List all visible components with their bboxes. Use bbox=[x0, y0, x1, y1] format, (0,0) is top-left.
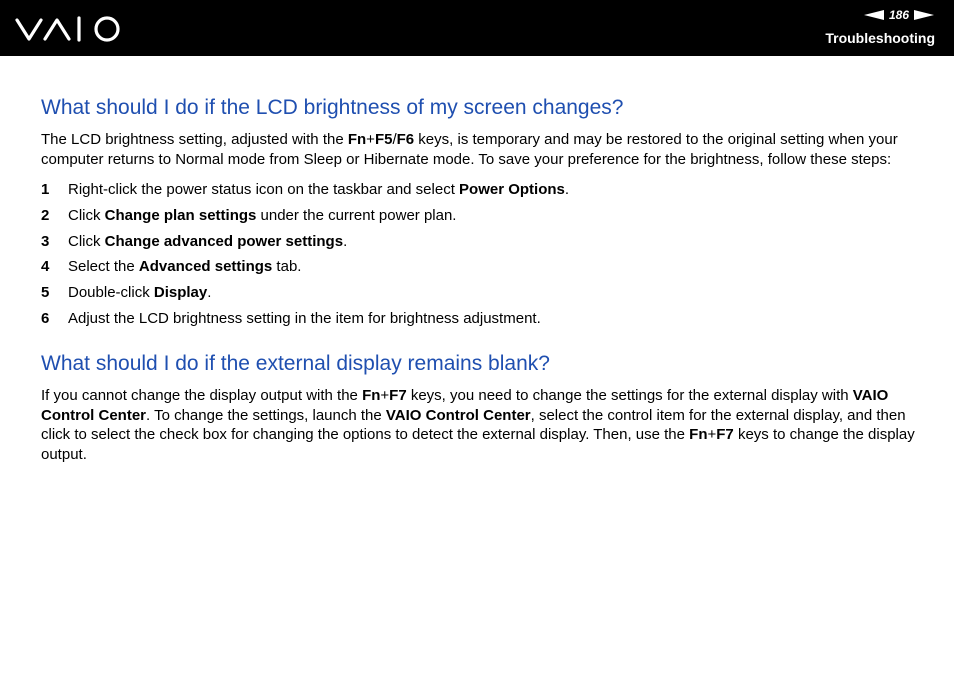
text-run: Adjust the LCD brightness setting in the item for brightness adjustment. bbox=[68, 309, 541, 327]
step-number: 2 bbox=[41, 206, 50, 224]
text-run: + bbox=[380, 387, 390, 405]
key-f7: F7 bbox=[716, 426, 734, 444]
ui-term: Change plan settings bbox=[104, 206, 257, 224]
text-run: Double-click bbox=[68, 284, 154, 302]
step-text bbox=[68, 283, 211, 303]
heading-external-display: What should I do if the external display remains blank? bbox=[41, 352, 550, 376]
triangle-left-icon[interactable] bbox=[864, 10, 884, 20]
page-content bbox=[41, 94, 921, 475]
steps-list bbox=[41, 180, 921, 328]
step-number: 3 bbox=[41, 232, 50, 250]
step-number: 4 bbox=[41, 258, 50, 276]
ui-term: VAIO Control Center bbox=[41, 387, 889, 424]
step-text bbox=[68, 232, 347, 252]
text-run: tab. bbox=[272, 258, 302, 276]
text-run: . To change the settings, launch the bbox=[146, 406, 386, 424]
text-run: . bbox=[343, 232, 348, 250]
page-number: 186 bbox=[888, 8, 909, 22]
text-run: Right-click the power status icon on the taskbar and select bbox=[68, 181, 460, 198]
key-f5: F5 bbox=[374, 131, 393, 148]
key-f7: F7 bbox=[389, 387, 407, 405]
text-run: . bbox=[564, 181, 570, 198]
step-item bbox=[41, 180, 921, 200]
text-run: keys to change the display output. bbox=[41, 426, 915, 463]
step-text bbox=[68, 180, 569, 200]
step-item bbox=[41, 232, 921, 252]
text-run: The LCD brightness setting, adjusted with the bbox=[41, 131, 348, 148]
triangle-right-icon[interactable] bbox=[914, 10, 934, 20]
page-navigator bbox=[864, 7, 934, 23]
ui-term: Change advanced power settings bbox=[104, 232, 344, 250]
heading-lcd-brightness: What should I do if the LCD brightness of my screen changes? bbox=[41, 96, 624, 119]
key-f6: F6 bbox=[396, 131, 415, 148]
lcd-intro-paragraph bbox=[41, 130, 921, 169]
text-run: / bbox=[392, 131, 397, 148]
text-run: , select the control item for the external display, and then click to select the check box for changing the options to detect the external display. Then, use the bbox=[41, 406, 906, 444]
text-run: keys, is temporary and may be restored to the original setting when your computer returns to Normal mode from Sleep or Hibernate mode. To save your preference for the brightness, follow these steps: bbox=[41, 131, 898, 168]
text-run: + bbox=[366, 131, 375, 148]
step-text bbox=[68, 206, 456, 226]
step-number: 5 bbox=[41, 284, 50, 302]
step-text bbox=[68, 309, 541, 329]
step-item bbox=[41, 283, 921, 303]
text-run: If you cannot change the display output with the bbox=[41, 387, 363, 405]
text-run: under the current power plan. bbox=[256, 206, 457, 224]
key-fn: Fn bbox=[689, 426, 708, 444]
ui-term: Power Options bbox=[459, 181, 565, 198]
text-run: Click bbox=[68, 206, 105, 224]
step-text bbox=[68, 257, 301, 277]
key-fn: Fn bbox=[362, 387, 381, 405]
section-title: Troubleshooting bbox=[825, 30, 935, 46]
ui-term: Advanced settings bbox=[138, 258, 273, 276]
step-number: 6 bbox=[41, 309, 50, 327]
ui-term: VAIO Control Center bbox=[385, 406, 531, 424]
step-item bbox=[41, 257, 921, 277]
text-run: Click bbox=[68, 232, 105, 250]
text-run: Select the bbox=[68, 258, 139, 276]
page-header bbox=[0, 0, 954, 56]
ui-term: Display bbox=[153, 284, 208, 302]
text-run: keys, you need to change the settings for the external display with bbox=[406, 387, 853, 405]
vaio-logo bbox=[15, 13, 121, 45]
step-number: 1 bbox=[41, 181, 50, 198]
text-run: + bbox=[707, 426, 717, 444]
step-item bbox=[41, 206, 921, 226]
text-run: . bbox=[207, 284, 212, 302]
step-item bbox=[41, 309, 921, 329]
key-fn: Fn bbox=[347, 131, 367, 148]
external-display-paragraph bbox=[41, 386, 921, 464]
